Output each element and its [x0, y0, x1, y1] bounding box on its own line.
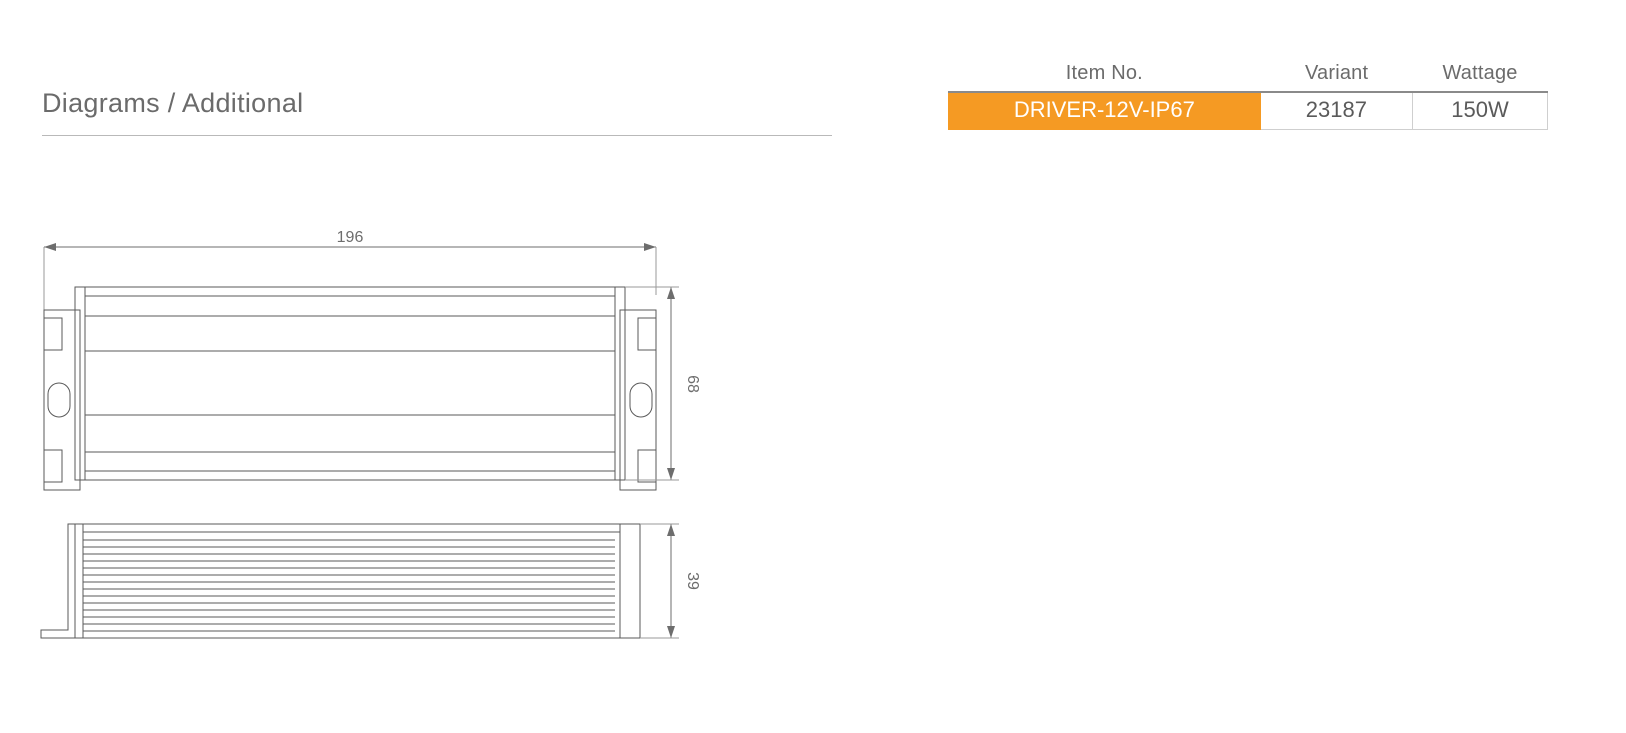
top-view-drawing	[44, 243, 679, 490]
column-header-variant: Variant	[1261, 62, 1413, 92]
column-header-wattage: Wattage	[1413, 62, 1548, 92]
title-divider	[42, 135, 832, 136]
cell-variant: 23187	[1261, 92, 1413, 130]
side-view-drawing	[41, 524, 679, 638]
technical-drawing	[0, 190, 900, 690]
table-row	[948, 92, 1548, 130]
table-header-row	[948, 62, 1548, 92]
cell-item-no: DRIVER-12V-IP67	[948, 92, 1261, 130]
dimension-label-width: 68	[684, 375, 701, 393]
dimension-label-height: 39	[684, 572, 701, 590]
dimension-label-length: 196	[336, 229, 364, 246]
item-table	[948, 62, 1548, 130]
column-header-item-no: Item No.	[948, 62, 1261, 92]
page-title: Diagrams / Additional	[42, 88, 304, 118]
cell-wattage: 150W	[1413, 92, 1548, 130]
